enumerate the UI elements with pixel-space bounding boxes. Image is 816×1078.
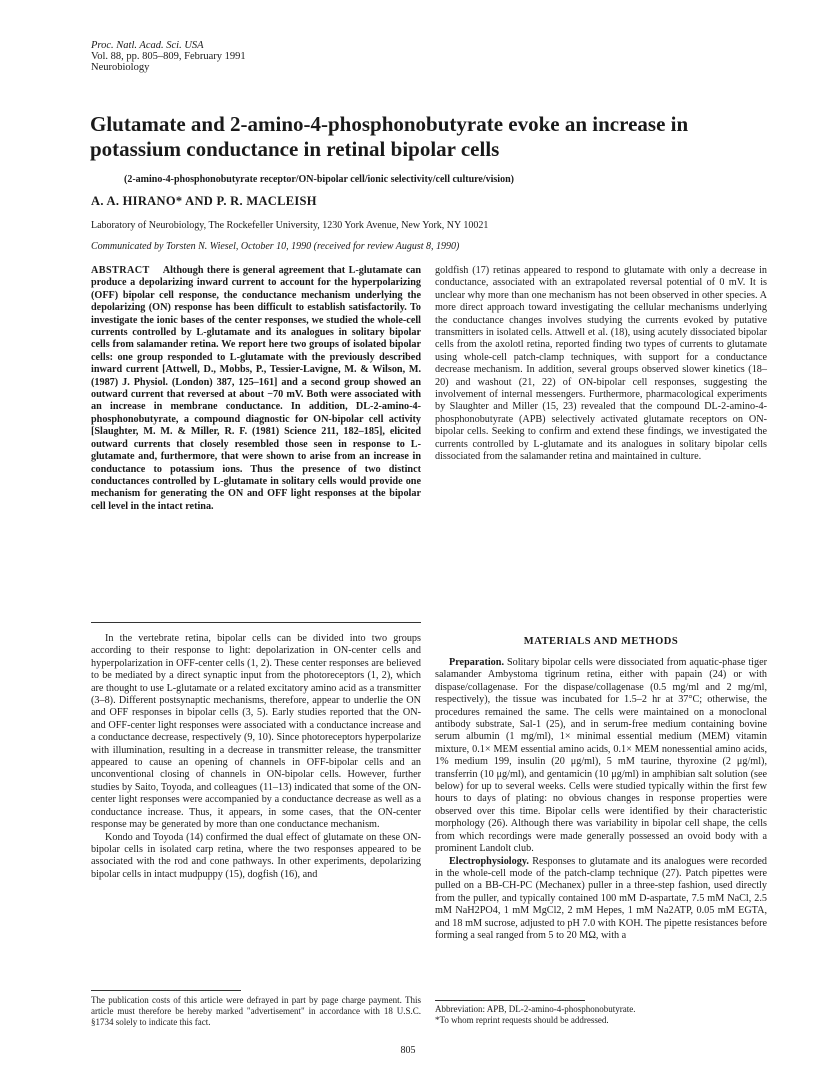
electrophysiology-text: Responses to glutamate and its analogues were recorded in the whole-cell mode of the patch-clamp technique (27). Patch pipettes were pulled on a BB-CH-PC (Mechanex) puller in a three-step fashion, used directly from the puller, and typically contained 100 mM D-aspartate, 7.5 mM NaCl, 2.5 mM NaH2PO4, 1 mM MgCl2, 2 mM Hepes, 1 mM Na2ATP, 0.05 mM EGTA, and 18 mM sucrose, adjusted to pH 7.0 with KOH. The pipette resistances before forming a seal ranged from 5 to 20 MΩ, with a bbox=[435, 855, 767, 941]
page-number: 805 bbox=[400, 1045, 416, 1056]
abbreviation-divider bbox=[435, 1000, 585, 1001]
journal-header bbox=[91, 40, 246, 73]
preparation-text: Solitary bipolar cells were dissociated from aquatic-phase tiger salamander Ambystoma tigrinum retina, either with papain (24) or with dispase/collagenase. For the dispase/collagenase (0.5 mg/ml and 2 mg/ml, respectively), the tissue was incubated for 1.5–2 hr at 37°C; otherwise, the procedures remained the same. The cells were maintained on a monoclonal antibody substrate, Sal-1 (25), and in serum-free medium containing bovine serum albumin (1 mg/ml), 1× minimal essential medium (MEM) vitamin mixture, 0.1× MEM essential amino acids, 0.1× MEM nonessential amino acids, 1% medium 199, insulin (20 μg/ml), 5 mM taurine, thyroxine (2 μg/ml), transferrin (10 μg/ml), and gentamicin (10 μg/ml) in amphibian salt solution (see below) for up to several weeks. Cells were studied typically within the first few hours to days of plating: no obvious changes in response properties were observed over this time. Bipolar cells were identified by their characteristic morphology (26). Although there was variability in bipolar cell shape, the cells from which recordings were made generally possessed an ovoid body with a prominent Landolt club. bbox=[435, 657, 767, 855]
publication-cost-footnote: The publication costs of this article were defrayed in part by page charge payment. This article must therefore be hereby marked "advertisement" in accordance with 18 U.S.C. §1734 solely to indicate this fact. bbox=[91, 995, 421, 1027]
intro-paragraph-2: Kondo and Toyoda (14) confirmed the dual effect of glutamate on these ON-bipolar cells in isolated carp retina, where the two responses appeared to be associated with the rod and cone pathways. In other experiments, depolarizing bipolar cells in intact mudpuppy (15), dogfish (16), and bbox=[91, 831, 421, 880]
affiliation: Laboratory of Neurobiology, The Rockefeller University, 1230 York Avenue, New York, NY 10021 bbox=[91, 220, 489, 231]
volume-info: Vol. 88, pp. 805–809, February 1991 bbox=[91, 51, 246, 62]
article-title: Glutamate and 2-amino-4-phosphonobutyrate evoke an increase in potassium conductance in retinal bipolar cells bbox=[90, 112, 689, 161]
journal-name: Proc. Natl. Acad. Sci. USA bbox=[91, 40, 204, 51]
reprint-line: *To whom reprint requests should be addressed. bbox=[435, 1015, 609, 1025]
abbreviation-notes bbox=[435, 1004, 767, 1026]
intro-left-column bbox=[91, 633, 421, 881]
footnote-divider bbox=[91, 990, 241, 991]
preparation-paragraph bbox=[435, 657, 767, 856]
intro-paragraph-continued: goldfish (17) retinas appeared to respond to glutamate with only a decrease in conductance, associated with an extrapolated reversal potential of 0 mV. It is unclear why more than one mechanism has not been observed in other species. A more direct approach toward investigating the cellular mechanisms underlying the conductance changes involves studying the currents evoked by putative transmitters in isolated cells. Attwell et al. (18), using acutely dissociated bipolar cells from the axolotl retina, reported finding two types of currents to glutamate using whole-cell patch-clamp techniques, with support for a conductance decrease mechanism. In addition, several groups observed slower kinetics (18–20) and washout (21, 22) of ON-bipolar cell responses, suggesting the involvement of internal messengers. Furthermore, pharmacological experiments by Slaughter and Miller (15, 23) revealed that the compound DL-2-amino-4-phosphonobutyrate (APB) selectively activated glutamate receptors on ON-bipolar cells. Seeking to confirm and extend these findings, we investigated the currents controlled by L-glutamate and its analogues in solitary bipolar cells dissociated from the salamander retina and maintained in culture. bbox=[435, 265, 767, 463]
electrophysiology-label: Electrophysiology. bbox=[449, 855, 529, 867]
abbreviation-line: Abbreviation: APB, DL-2-amino-4-phosphonobutyrate. bbox=[435, 1004, 636, 1014]
intro-paragraph-1: In the vertebrate retina, bipolar cells can be divided into two groups according to their response to light: depolarization in ON-center cells and hyperpolarization in OFF-center cells (1, 2). These center responses are believed to be mediated by a direct synaptic input from the photoreceptors (1, 2), which are thought to use L-glutamate or a related excitatory amino acid as a transmitter (3–8). Different postsynaptic mechanisms, therefore, appear to underlie the ON and OFF responses in bipolar cells (3, 5). Early studies reported that the ON- and OFF-center light responses were associated with a conductance increase and a conductance decrease, respectively (9, 10). Since photoreceptors hyperpolarize with illumination, resulting in a decrease in transmitter release, the transmitter appeared to cause an opening of channels in OFF-bipolar cells and an unconventional closing of channels in ON-bipolar cells. However, further studies by Saito, Toyoda, and colleagues (11–13) indicated that some of the ON-center light responses were accompanied by a conductance decrease as well as a conductance increase. Thus, it appears, in some cases, that the ON-center response may be generated by more than one conductance mechanism. bbox=[91, 633, 421, 831]
section-heading-methods: MATERIALS AND METHODS bbox=[523, 636, 679, 647]
preparation-label: Preparation. bbox=[449, 657, 504, 668]
communicated-by: Communicated by Torsten N. Wiesel, October 10, 1990 (received for review August 8, 1990) bbox=[91, 241, 460, 252]
electrophysiology-paragraph bbox=[435, 856, 767, 943]
authors: A. A. HIRANO* AND P. R. MACLEISH bbox=[91, 194, 317, 208]
abstract-divider bbox=[91, 622, 421, 623]
abstract-label: ABSTRACT bbox=[91, 265, 150, 276]
abstract bbox=[91, 265, 421, 513]
keywords: (2-amino-4-phosphonobutyrate receptor/ON-bipolar cell/ionic selectivity/cell culture/vision) bbox=[124, 174, 514, 185]
intro-right-column bbox=[435, 265, 767, 464]
abstract-text: Although there is general agreement that L-glutamate can produce a depolarizing inward current to account for the hyperpolarizing (OFF) bipolar cell response, the conductance mechanism underlying the depolarizing (ON) response has been difficult to establish satisfactorily. To investigate the ionic bases of the center responses, we studied the whole-cell currents controlled by L-glutamate and its analogues in solitary bipolar cells from salamander retina. We report here two groups of isolated bipolar cells: one group responded to L-glutamate with the previously described inward current [Attwell, D., Mobbs, P., Tessier-Lavigne, M. & Wilson, M. (1987) J. Physiol. (London) 387, 125–161] and a second group showed an outward current that reversed at about −70 mV. Both were associated with an increase in membrane conductance. In addition, DL-2-amino-4-phosphonobutyrate, a compound diagnostic for ON-bipolar cell activity [Slaughter, M. M. & Miller, R. F. (1981) Science 211, 182–185], elicited outward currents that closely resembled those seen in response to L-glutamate and, furthermore, that were shown to arise from an increase in conductance to potassium ions. Thus the presence of two distinct conductances controlled by L-glutamate in solitary cells would provide one mechanism for generating the ON and OFF light responses at the bipolar cell level in the intact retina. bbox=[91, 265, 422, 512]
section-name: Neurobiology bbox=[91, 62, 150, 73]
methods-column bbox=[435, 657, 767, 942]
